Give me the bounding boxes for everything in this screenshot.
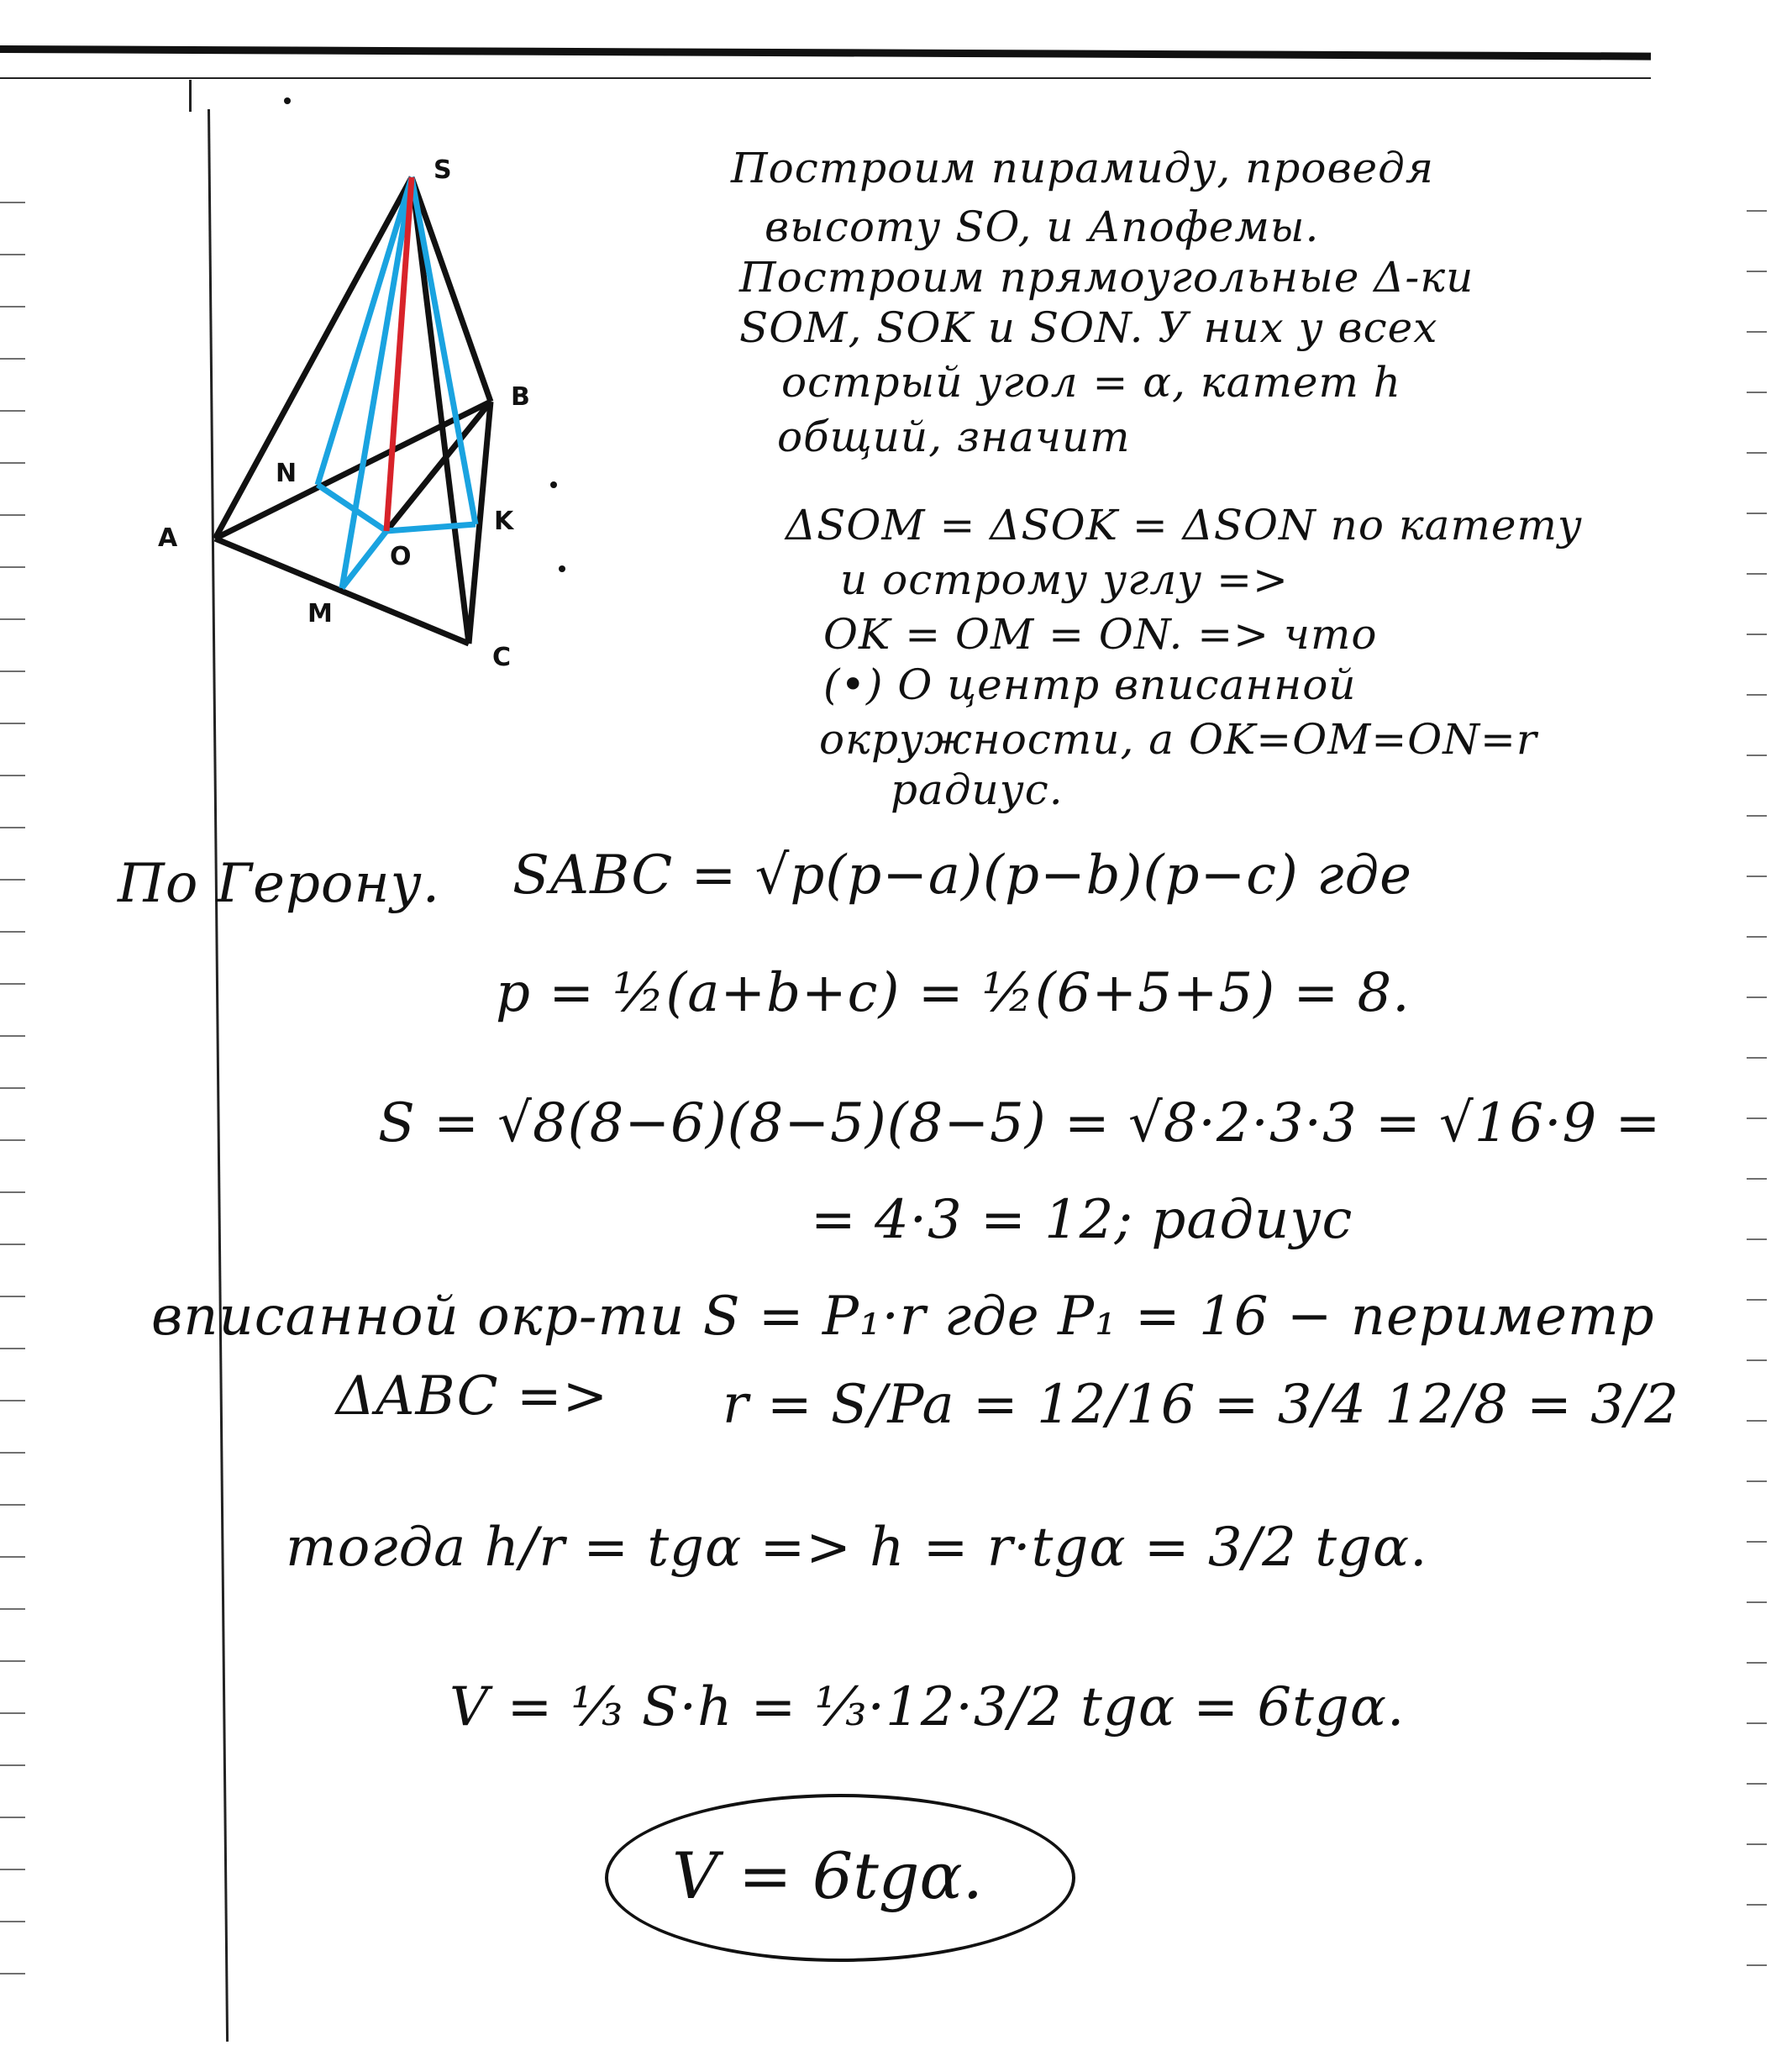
vertex-label-N: N	[276, 459, 297, 488]
inscribed-circle-line: вписанной окр-ти S = P₁·r где P₁ = 16 − периметр	[151, 1286, 1655, 1348]
note-line: радиус.	[891, 765, 1064, 814]
final-answer: V = 6tgα.	[672, 1838, 983, 1913]
edge-SC	[412, 177, 469, 644]
note-line: SOM, SOK и SON. У них у всех	[739, 303, 1438, 352]
vertex-label-M: M	[307, 599, 333, 628]
heron-label: По Герону.	[118, 853, 441, 915]
note-line: Построим прямоугольные Δ-ки	[739, 253, 1474, 302]
pyramid-svg	[143, 151, 613, 689]
apothem-SK	[412, 177, 476, 524]
top-border-line	[0, 45, 1651, 60]
tangent-line: тогда h/r = tgα => h = r·tgα = 3/2 tgα.	[286, 1517, 1428, 1579]
vertex-label-K: K	[494, 507, 514, 536]
note-line: острый угол = α, катет h	[781, 358, 1401, 407]
semiperimeter-formula: p = ½(a+b+c) = ½(6+5+5) = 8.	[496, 962, 1411, 1024]
note-line: (•) O центр вписанной	[823, 660, 1357, 709]
note-line: OK = OM = ON. => что	[823, 610, 1378, 659]
note-line: и острому углу =>	[840, 555, 1289, 604]
radius-formula: r = S/Pa = 12/16 = 3/4 12/8 = 3/2	[723, 1374, 1680, 1436]
vertex-label-C: C	[492, 643, 512, 672]
right-dash-marks	[1747, 151, 1767, 2000]
edge-AC	[215, 539, 469, 644]
volume-formula: V = ⅓ S·h = ⅓·12·3/2 tgα = 6tgα.	[449, 1676, 1406, 1738]
note-line: общий, значит	[777, 413, 1131, 461]
area-result: = 4·3 = 12; радиус	[811, 1189, 1353, 1251]
area-calculation: S = √8(8−6)(8−5)(8−5) = √8·2·3·3 = √16·9 =	[378, 1092, 1662, 1154]
note-line: ΔSOM = ΔSOK = ΔSON по катету	[786, 501, 1583, 549]
stray-dot	[284, 97, 291, 104]
triangle-implies: ΔABC =>	[336, 1365, 609, 1428]
note-line: высоту SO, и Апофемы.	[765, 202, 1320, 251]
vertex-label-B: B	[511, 382, 530, 412]
vertex-label-O: O	[390, 542, 412, 571]
segment-OK	[386, 524, 476, 531]
vertex-label-S: S	[434, 155, 452, 185]
margin-tick	[189, 80, 192, 112]
top-rule-line	[0, 77, 1651, 79]
note-line: Построим пирамиду, проведя	[731, 144, 1434, 192]
height-SO	[386, 177, 412, 531]
left-dash-marks	[0, 151, 25, 2000]
pyramid-figure	[143, 151, 613, 689]
heron-formula: SABC = √p(p−a)(p−b)(p−c) где	[512, 844, 1412, 907]
note-line: окружности, а OK=OM=ON=r	[819, 715, 1537, 764]
vertex-label-A: A	[158, 523, 178, 553]
